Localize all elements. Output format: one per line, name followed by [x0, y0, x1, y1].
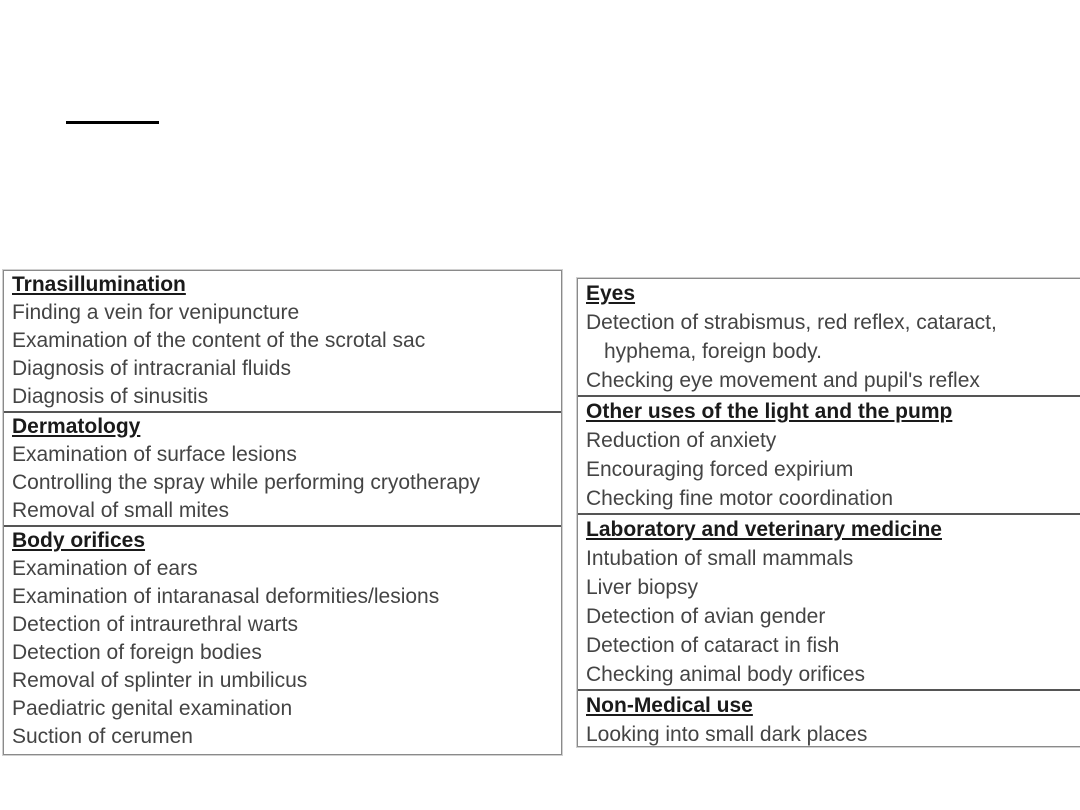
list-item: Detection of avian gender: [586, 605, 826, 628]
list-item: Diagnosis of sinusitis: [12, 385, 209, 408]
section-heading: Trnasillumination: [12, 273, 186, 296]
section-heading: Other uses of the light and the pump: [586, 400, 953, 423]
section-body-orifices: [4, 527, 561, 751]
section-other-uses: [578, 397, 1080, 515]
list-item: Checking fine motor coordination: [586, 487, 894, 510]
title-underline: [66, 121, 159, 124]
list-item: Removal of small mites: [12, 499, 230, 522]
list-item: Examination of ears: [12, 557, 198, 580]
list-item: Checking animal body orifices: [586, 663, 865, 686]
section-transillumination: [4, 271, 561, 413]
list-item: Reduction of anxiety: [586, 429, 777, 452]
section-heading: Eyes: [586, 282, 636, 305]
list-item: Paediatric genital examination: [12, 697, 293, 720]
section-dermatology: [4, 413, 561, 527]
list-item: hyphema, foreign body.: [604, 340, 822, 363]
list-item: Controlling the spray while performing cryotherapy: [12, 471, 481, 494]
list-item: Diagnosis of intracranial fluids: [12, 357, 291, 380]
list-item: Suction of cerumen: [12, 725, 193, 748]
list-item: Examination of intaranasal deformities/lesions: [12, 585, 440, 608]
section-heading: Non-Medical use: [586, 694, 753, 717]
list-item: Finding a vein for venipuncture: [12, 301, 300, 324]
list-item: Examination of the content of the scrotal sac: [12, 329, 426, 352]
section-non-medical: [578, 691, 1080, 749]
section-heading: Laboratory and veterinary medicine: [586, 518, 942, 541]
section-eyes: [578, 279, 1080, 397]
list-item: Encouraging forced expirium: [586, 458, 854, 481]
list-item: Removal of splinter in umbilicus: [12, 669, 308, 692]
section-heading: Dermatology: [12, 415, 141, 438]
list-item: Detection of strabismus, red reflex, cataract,: [586, 311, 997, 334]
right-uses-table: [577, 278, 1080, 747]
list-item: Liver biopsy: [586, 576, 699, 599]
list-item: Detection of cataract in fish: [586, 634, 840, 657]
list-item: Detection of foreign bodies: [12, 641, 262, 664]
left-uses-table: [3, 270, 562, 755]
list-item: Examination of surface lesions: [12, 443, 297, 466]
list-item: Checking eye movement and pupil's reflex: [586, 369, 980, 392]
section-heading: Body orifices: [12, 529, 146, 552]
section-laboratory-veterinary: [578, 515, 1080, 691]
list-item: Detection of intraurethral warts: [12, 613, 298, 636]
list-item: Intubation of small mammals: [586, 547, 854, 570]
list-item: Looking into small dark places: [586, 723, 868, 746]
